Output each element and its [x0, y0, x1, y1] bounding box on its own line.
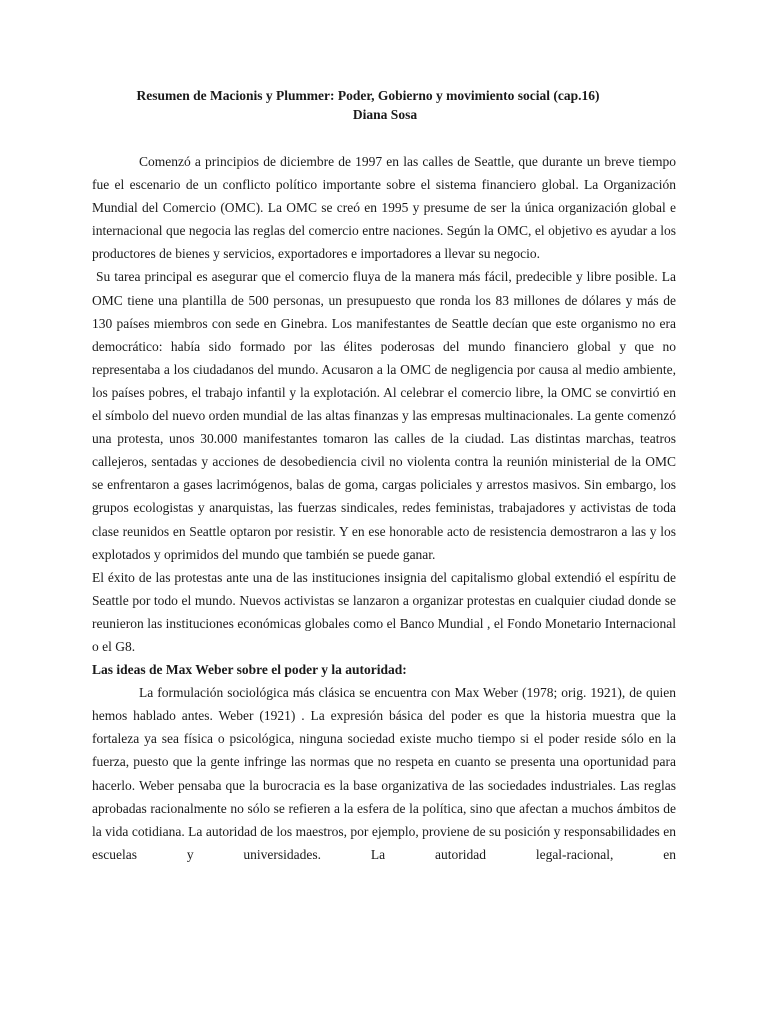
paragraph-1: Comenzó a principios de diciembre de 1997 en las calles de Seattle, que durante un breve tiempo fue el escenario de un conflicto político importante sobre el sistema financiero global. La Organización Mundial del Comercio (OMC). La OMC se creó en 1995 y presume de ser la única organización global e internacional que negocia las reglas del comercio entre naciones. Según la OMC, el objetivo es ayudar a los productores de bienes y servicios, exportadores e importadores a llevar su negocio.	[92, 154, 676, 262]
section-heading: Las ideas de Max Weber sobre el poder y la autoridad:	[92, 662, 407, 678]
section-paragraph-1: La formulación sociológica más clásica se encuentra con Max Weber (1978; orig. 1921), de quien hemos hablado antes. Weber (1921) . La expresión básica del poder es que la historia muestra que la fortaleza ya sea física o psicológica, ninguna sociedad existe mucho tiempo si el poder reside sólo en la fuerza, puesto que la gente infringe las normas que no respeta en cuanto se presenta una oportunidad para hacerlo. Weber pensaba que la burocracia es la base organizativa de las sociedades industriales. Las reglas aprobadas racionalmente no sólo se refieren a la esfera de la política, sino que afectan a muchos ámbitos de la vida cotidiana. La autoridad de los maestros, por ejemplo, proviene de su posición y responsabilidades en escuelas y universidades. La autoridad legal-racional, en	[92, 685, 676, 862]
document-header	[0, 86, 768, 124]
paragraph-3: El éxito de las protestas ante una de las instituciones insignia del capitalismo global extendió el espíritu de Seattle por todo el mundo. Nuevos activistas se lanzaron a organizar protestas en cualquier ciudad donde se reunieron las instituciones económicas globales como el Banco Mundial , el Fondo Monetario Internacional o el G8.	[92, 569, 676, 654]
paragraph-2: Su tarea principal es asegurar que el comercio fluya de la manera más fácil, predecible y libre posible. La OMC tiene una plantilla de 500 personas, un presupuesto que ronda los 83 millones de dólares y más de 130 países miembros con sede en Ginebra. Los manifestantes de Seattle decían que este organismo no era democrático: había sido formado por las élites poderosas del mundo financiero global y que no representaba a los ciudadanos del mundo. Acusaron a la OMC de negligencia por causa al medio ambiente, los países pobres, el trabajo infantil y la explotación. Al celebrar el comercio libre, la OMC se convirtió en el símbolo del nuevo orden mundial de las altas finanzas y las empresas multinacionales. La gente comenzó una protesta, unos 30.000 manifestantes tomaron las calles de la ciudad. Las distintas marchas, teatros callejeros, sentadas y acciones de desobediencia civil no violenta contra la reunión ministerial de la OMC se enfrentaron a gases lacrimógenos, balas de goma, cargas policiales y arrestos masivos. Sin embargo, los grupos ecologistas y anarquistas, las fuerzas sindicales, redes feministas, trabajadores y activistas de toda clase reunidos en Seattle optaron por resistir. Y en ese honorable acto de resistencia demostraron a las y los explotados y oprimidos del mundo que también se puede ganar.	[92, 269, 676, 562]
document-body	[92, 150, 676, 866]
document-author: Diana Sosa	[352, 107, 418, 122]
document-title: Resumen de Macionis y Plummer: Poder, Gobierno y movimiento social (cap.16)	[136, 88, 600, 103]
